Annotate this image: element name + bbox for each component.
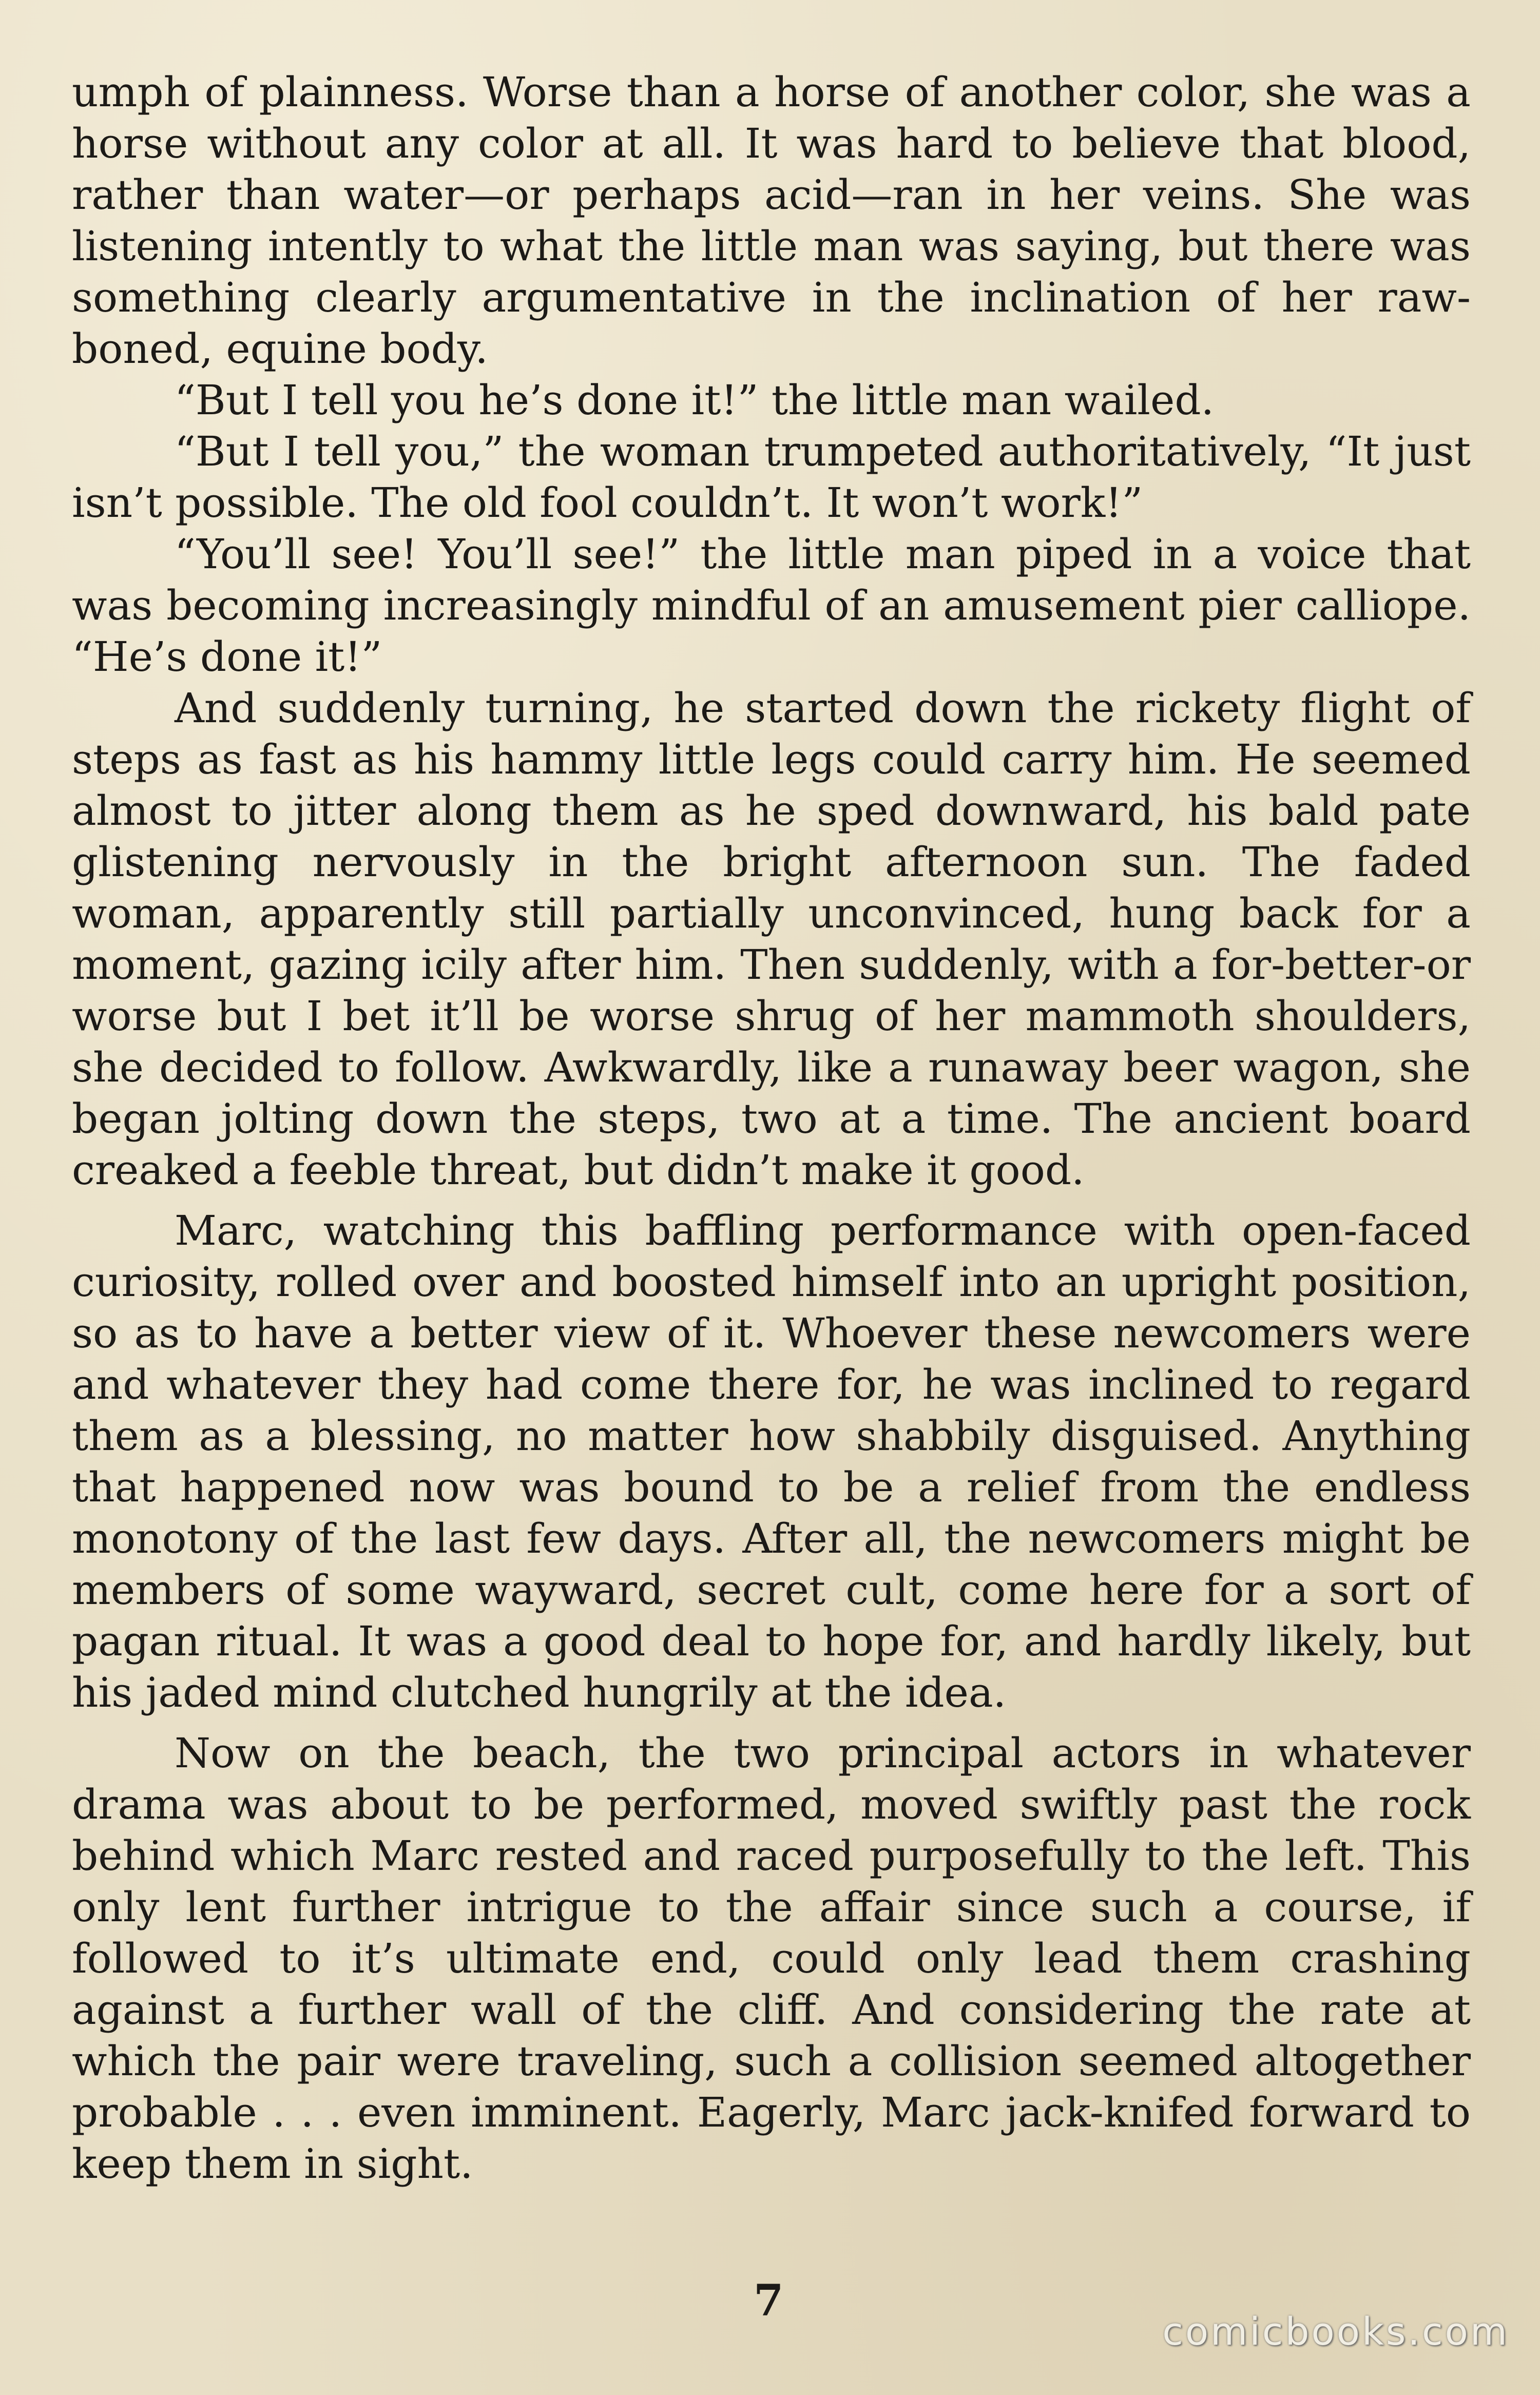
paragraph-1: umph of plainness. Worse than a horse of another color, she was a horse without any color at all. It was hard to believe that blood, rather than water—or perhaps acid—ran in her veins. She was listening intently to what the little man was saying, but there was something clearly argumentative in the inclination of her raw-boned, equine body. xyxy=(72,68,1471,373)
watermark: comicbooks.com xyxy=(1162,2310,1509,2354)
paragraph-3: “But I tell you,” the woman trumpeted authoritatively, “It just isn’t possible. The old fool couldn’t. It won’t work!” xyxy=(72,428,1471,527)
body-text xyxy=(72,67,1471,2190)
paragraph-7: Now on the beach, the two principal actors in whatever drama was about to be performed, moved swiftly past the rock behind which Marc rested and raced purposefully to the left. This only lent further intrigue to the affair since such a course, if followed to it’s ultimate end, could only lead them crashing against a further wall of the cliff. And considering the rate at which the pair were traveling, such a collision seemed altogether probable . . . even imminent. Eagerly, Marc jack-knifed forward to keep them in sight. xyxy=(72,1729,1471,2188)
paragraph-6: Marc, watching this baffling performance with open-faced curiosity, rolled over and boosted himself into an upright position, so as to have a better view of it. Whoever these newcomers were and whatever they had come there for, he was inclined to regard them as a blessing, no matter how shabbily disguised. Anything that happened now was bound to be a relief from the endless monotony of the last few days. After all, the newcomers might be members of some wayward, secret cult, come here for a sort of pagan ritual. It was a good deal to hope for, and hardly likely, but his jaded mind clutched hungrily at the idea. xyxy=(72,1207,1471,1716)
page-number: 7 xyxy=(754,2275,784,2326)
paragraph-5: And suddenly turning, he started down the rickety flight of steps as fast as his hammy little legs could carry him. He seemed almost to jitter along them as he sped downward, his bald pate glistening nervously in the bright afternoon sun. The faded woman, apparently still partially unconvinced, hung back for a moment, gazing icily after him. Then suddenly, with a for-better-or worse but I bet it’ll be worse shrug of her mammoth shoulders, she decided to follow. Awkwardly, like a runaway beer wagon, she began jolting down the steps, two at a time. The ancient board creaked a feeble threat, but didn’t make it good. xyxy=(72,684,1471,1194)
paragraph-4: “You’ll see! You’ll see!” the little man piped in a voice that was becoming increasingly mindful of an amusement pier calliope. “He’s done it!” xyxy=(72,530,1471,681)
paragraph-2: “But I tell you he’s done it!” the little man wailed. xyxy=(175,376,1214,424)
